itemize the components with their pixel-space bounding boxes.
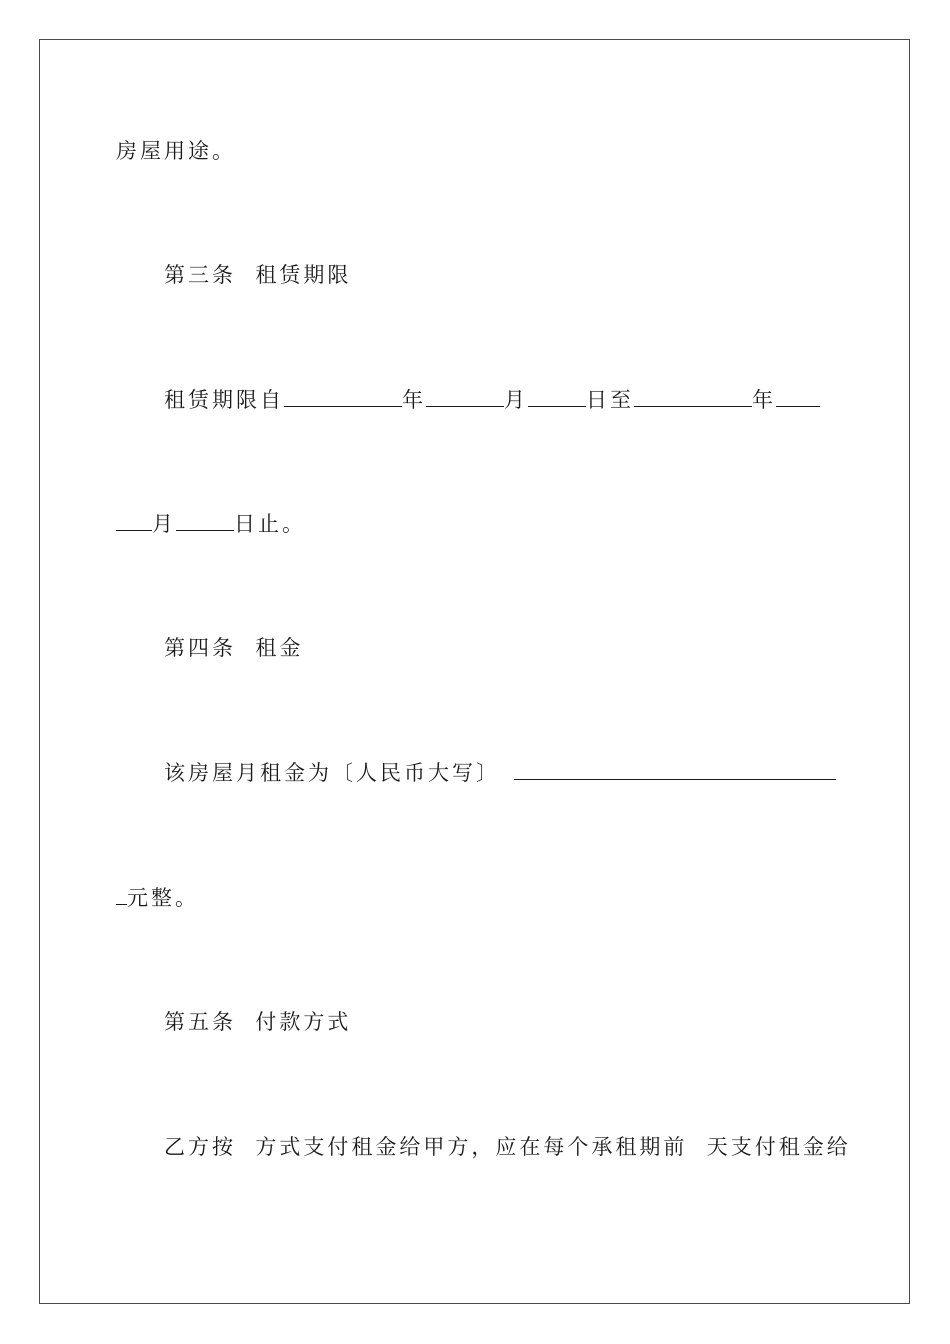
- rent-amount-blank: [514, 759, 836, 780]
- article-4-heading: [164, 634, 303, 662]
- rent-amount-trailing-blank: [116, 884, 127, 905]
- article-3-heading-text: 第三条 租赁期限: [164, 263, 352, 287]
- article-5-body: [164, 1133, 851, 1161]
- rent-amount-suffix: 元整。: [127, 886, 199, 910]
- article-5-heading: [164, 1008, 351, 1036]
- start-day-blank: [528, 386, 586, 407]
- start-month-blank: [426, 386, 504, 407]
- month-label-1: 月: [504, 388, 528, 412]
- text-line-usage: [116, 137, 236, 165]
- start-year-blank: [284, 386, 402, 407]
- article-4-body-continued: [116, 884, 199, 912]
- day-to-label: 日至: [586, 388, 634, 412]
- usage-text: 房屋用途。: [116, 139, 236, 163]
- article-3-body-continued: [116, 510, 306, 538]
- year-label-1: 年: [402, 388, 426, 412]
- article-4-heading-text: 第四条 租金: [164, 636, 304, 660]
- end-year-blank: [634, 386, 752, 407]
- article-3-heading: [164, 261, 351, 289]
- rent-amount-text: 该房屋月租金为〔人民币大写〕: [164, 761, 500, 785]
- article-3-body: [164, 386, 820, 414]
- lease-term-prefix: 租赁期限自: [164, 388, 284, 412]
- payment-method-text: 乙方按 方式支付租金给甲方，应在每个承租期前 天支付租金给: [164, 1135, 851, 1159]
- year-label-2: 年: [752, 388, 776, 412]
- article-5-heading-text: 第五条 付款方式: [164, 1010, 352, 1034]
- article-4-body: [164, 759, 836, 787]
- page-border: [39, 39, 910, 1304]
- day-end-label: 日止。: [234, 512, 306, 536]
- end-day-blank: [176, 510, 234, 531]
- end-month-blank: [116, 510, 152, 531]
- end-year-trailing-blank: [776, 386, 820, 407]
- month-label-2: 月: [152, 512, 176, 536]
